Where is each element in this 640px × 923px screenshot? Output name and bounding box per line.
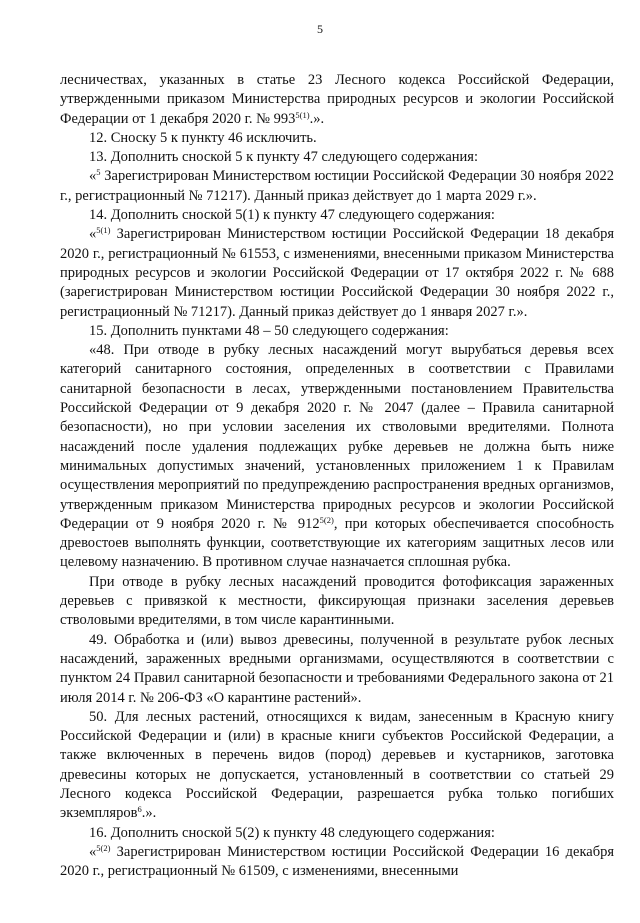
quote-mark: «	[89, 168, 97, 185]
paragraph	[60, 322, 614, 341]
paragraph-text: 16. Дополнить сноской 5(2) к пункту 48 следующего содержания:	[89, 824, 495, 841]
document-body	[60, 71, 614, 880]
quote-mark: «	[89, 843, 97, 860]
footnote-marker: 5(2)	[319, 514, 334, 525]
paragraph	[60, 573, 614, 631]
paragraph-text: 14. Дополнить сноской 5(1) к пункту 47 следующего содержания:	[89, 207, 495, 224]
paragraph-text: 13. Дополнить сноской 5 к пункту 47 следующего содержания:	[89, 149, 478, 166]
paragraph-text: 49. Обработка и (или) вывоз древесины, полученной в результате рубок лесных насаждений, зараженных вредными организмами, осуществляются в соответствии с пунктом 24 Правил санитарной безопасности и требованиями Федерального закона от 21 июля 2014 г. № 206-ФЗ «О карантине растений».	[60, 631, 614, 706]
paragraph-text: При отводе в рубку лесных насаждений проводится фотофиксация зараженных деревьев с привязкой к местности, фиксирующая признаки заселения деревьев стволовыми вредителями, в том числе карантинными.	[60, 573, 614, 629]
paragraph-text: «48. При отводе в рубку лесных насаждений могут вырубаться деревья всех категорий санитарного состояния, определенных в соответствии с Правилами санитарной безопасности в лесах, утвержденными постановлением Правительства Российской Федерации от 9 декабря 2020 г. № 2047 (далее – Правила санитарной безопасности), но при условии заселения их стволовыми вредителями. Полнота насаждений после удаления подлежащих рубке деревьев не должна быть ниже минимальных допустимых значений, установленных приложением 1 к Правилам осуществления мероприятий по предупреждению распространения вредных организмов, утвержденным приказом Министерства природных ресурсов и экологии Российской Федерации от 9 ноября 2020 г. № 912	[60, 342, 614, 532]
footnote-marker: 5	[96, 167, 101, 178]
paragraph	[60, 708, 614, 824]
paragraph-text: 50. Для лесных растений, относящихся к видам, занесенным в Красную книгу Российской Федерации и (или) в красные книги субъектов Российской Федерации, а также включенных в перечень видов (пород) деревьев и кустарников, заготовка древесины которых не допускается, установленный в соответствии со статьей 29 Лесного кодекса Российской Федерации, разрешается рубка только погибших экземпляров	[60, 708, 614, 822]
paragraph-text: Зарегистрирован Министерством юстиции Российской Федерации 30 ноября 2022 г., регистрационный № 71217). Данный приказ действует до 1 марта 2029 г.».	[60, 168, 614, 204]
paragraph	[60, 206, 614, 225]
page-number: 5	[317, 22, 323, 36]
paragraph-text: 12. Сноску 5 к пункту 46 исключить.	[89, 129, 317, 146]
paragraph-text: лесничествах, указанных в статье 23 Лесного кодекса Российской Федерации, утвержденными приказом Министерства природных ресурсов и экологии Российской Федерации от 1 декабря 2020 г. № 993	[60, 72, 614, 127]
paragraph	[60, 631, 614, 708]
footnote-marker: 5(2)	[96, 842, 111, 853]
paragraph	[60, 842, 614, 880]
paragraph	[60, 129, 614, 148]
paragraph-text-tail: , при которых обеспечивается способность древостоев выполнять функции, соответствующие их категориям защитных лесов или целевому назначению. В противном случае назначается сплошная рубка.	[60, 515, 614, 571]
quote-mark: «	[89, 226, 97, 243]
paragraph	[60, 341, 614, 573]
paragraph-text: Зарегистрирован Министерством юстиции Российской Федерации 18 декабря 2020 г., регистрационный № 61553, с изменениями, внесенными приказом Министерства природных ресурсов и экологии Российской Федерации от 17 октября 2022 г. № 688 (зарегистрирован Министерством юстиции Российской Федерации 30 ноября 2022 г., регистрационный № 71217). Данный приказ действует до 1 января 2027 г.».	[60, 226, 614, 320]
paragraph-text-tail: .».	[141, 805, 157, 822]
paragraph-text: 15. Дополнить пунктами 48 – 50 следующего содержания:	[89, 322, 449, 339]
paragraph-text-tail: .».	[309, 110, 325, 127]
paragraph	[60, 225, 614, 321]
paragraph	[60, 71, 614, 129]
footnote-marker: 5(1)	[295, 109, 310, 120]
paragraph	[60, 167, 614, 206]
paragraph-text: Зарегистрирован Министерством юстиции Российской Федерации 16 декабря 2020 г., регистрационный № 61509, с изменениями, внесенными	[60, 843, 614, 880]
footnote-marker: 6	[137, 804, 142, 815]
paragraph	[60, 148, 614, 167]
paragraph	[60, 824, 614, 843]
footnote-marker: 5(1)	[96, 225, 111, 236]
